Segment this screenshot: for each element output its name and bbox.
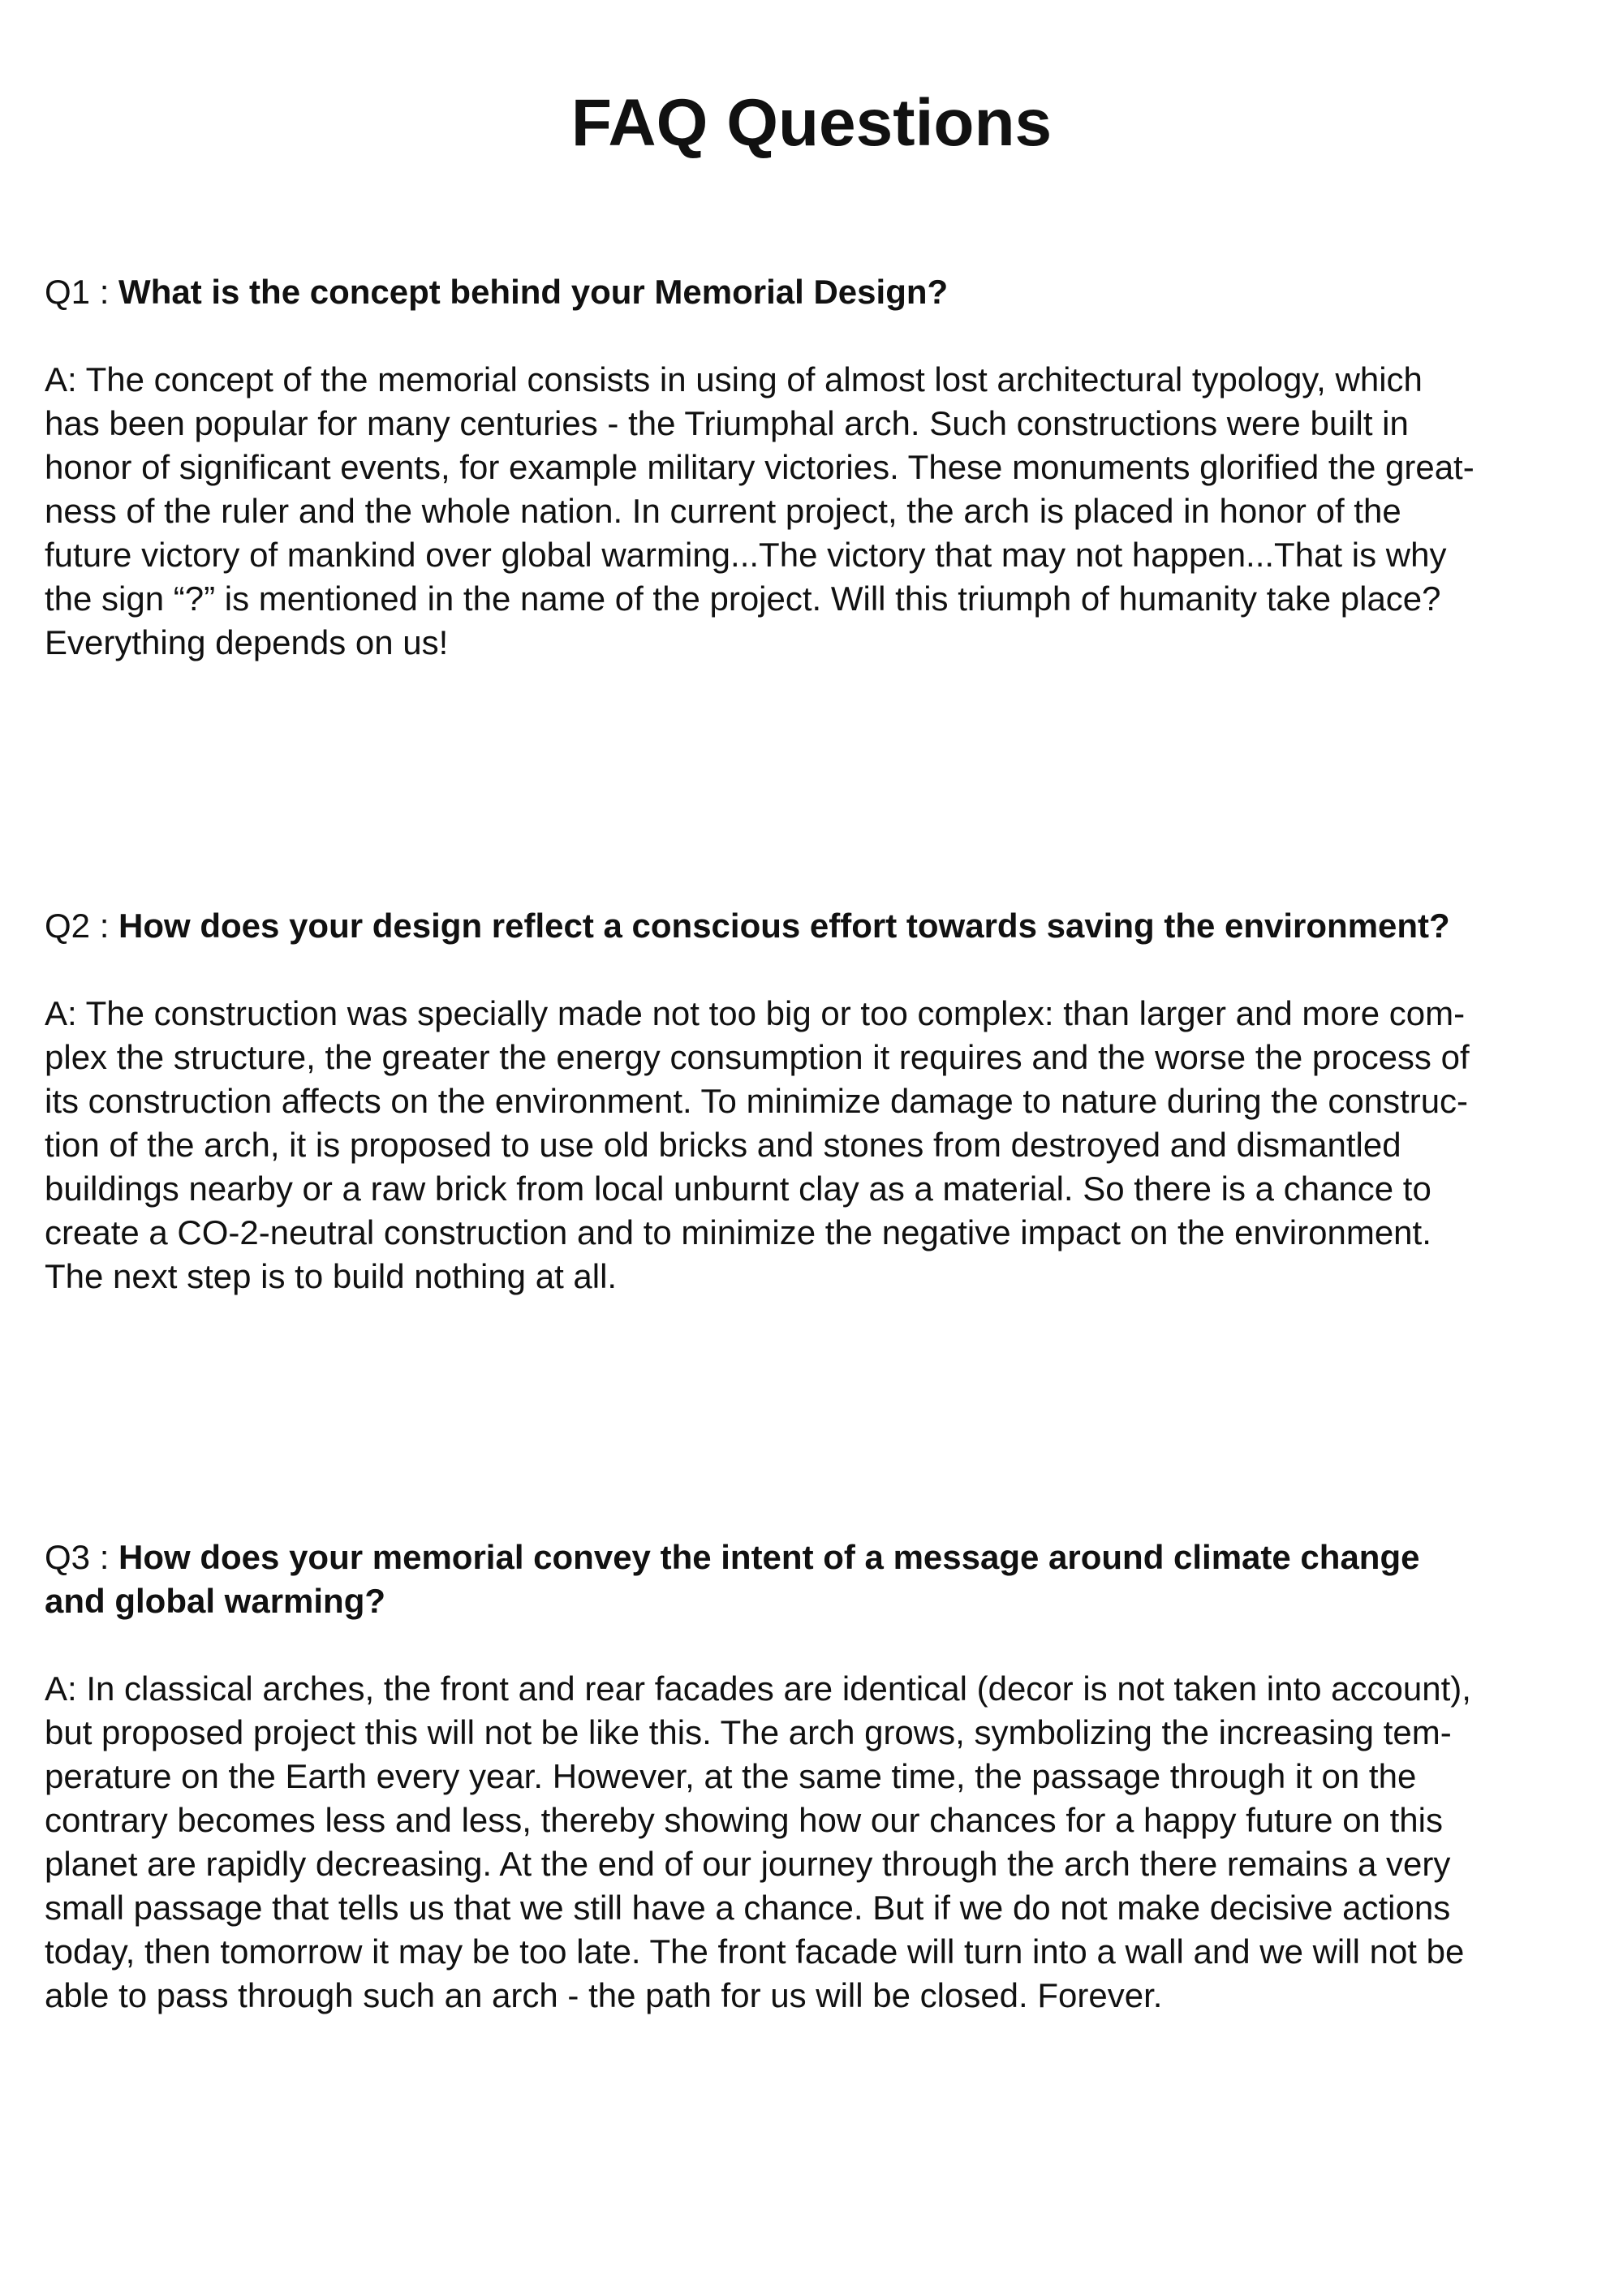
answer-line: the sign “?” is mentioned in the name of the project. Will this triumph of humanity take place? bbox=[45, 579, 1441, 618]
answer-line: contrary becomes less and less, thereby showing how our chances for a happy future on this bbox=[45, 1801, 1443, 1839]
answer-1 bbox=[45, 358, 1586, 665]
question-1 bbox=[45, 270, 1586, 314]
faq-item-2 bbox=[45, 904, 1586, 1299]
answer-line: tion of the arch, it is proposed to use old bricks and stones from destroyed and dismantled bbox=[45, 1126, 1401, 1164]
answer-line: A: The construction was specially made not too big or too complex: than larger and more com- bbox=[45, 994, 1466, 1032]
answer-line: A: In classical arches, the front and rear facades are identical (decor is not taken into account), bbox=[45, 1669, 1471, 1708]
answer-line: but proposed project this will not be like this. The arch grows, symbolizing the increasing tem- bbox=[45, 1713, 1452, 1751]
question-text: What is the concept behind your Memorial Design? bbox=[118, 273, 949, 311]
question-text-line: How does your memorial convey the intent of a message around climate change bbox=[118, 1538, 1420, 1576]
answer-line: honor of significant events, for example military victories. These monuments glorified the great- bbox=[45, 448, 1474, 486]
question-prefix: Q2 : bbox=[45, 907, 110, 945]
answer-line: Everything depends on us! bbox=[45, 623, 449, 661]
answer-line: has been popular for many centuries - the Triumphal arch. Such constructions were built in bbox=[45, 404, 1409, 442]
faq-item-1 bbox=[45, 270, 1586, 665]
answer-line: its construction affects on the environment. To minimize damage to nature during the construc- bbox=[45, 1082, 1469, 1120]
answer-2 bbox=[45, 992, 1586, 1299]
question-text-line: and global warming? bbox=[45, 1582, 386, 1620]
faq-item-3 bbox=[45, 1536, 1586, 2018]
answer-line: today, then tomorrow it may be too late. The front facade will turn into a wall and we will not be bbox=[45, 1932, 1465, 1971]
answer-line: plex the structure, the greater the energy consumption it requires and the worse the process of bbox=[45, 1038, 1470, 1076]
question-3 bbox=[45, 1536, 1586, 1623]
answer-line: able to pass through such an arch - the path for us will be closed. Forever. bbox=[45, 1976, 1163, 2014]
answer-line: The next step is to build nothing at all. bbox=[45, 1257, 618, 1295]
answer-line: A: The concept of the memorial consists in using of almost lost architectural typology, which bbox=[45, 360, 1423, 398]
answer-line: future victory of mankind over global warming...The victory that may not happen...That is why bbox=[45, 536, 1447, 574]
answer-line: create a CO-2-neutral construction and to minimize the negative impact on the environment. bbox=[45, 1213, 1431, 1251]
question-text: How does your design reflect a conscious effort towards saving the environment? bbox=[118, 907, 1450, 945]
answer-line: ness of the ruler and the whole nation. In current project, the arch is placed in honor of the bbox=[45, 492, 1401, 530]
answer-line: perature on the Earth every year. However, at the same time, the passage through it on the bbox=[45, 1757, 1417, 1795]
answer-line: planet are rapidly decreasing. At the end of our journey through the arch there remains a very bbox=[45, 1845, 1451, 1883]
answer-3 bbox=[45, 1667, 1586, 2018]
page-title: FAQ Questions bbox=[570, 86, 1053, 160]
question-prefix: Q1 : bbox=[45, 273, 110, 311]
question-2 bbox=[45, 904, 1586, 948]
answer-line: buildings nearby or a raw brick from local unburnt clay as a material. So there is a chance to bbox=[45, 1170, 1431, 1208]
answer-line: small passage that tells us that we still have a chance. But if we do not make decisive actions bbox=[45, 1889, 1451, 1927]
question-prefix: Q3 : bbox=[45, 1538, 110, 1576]
